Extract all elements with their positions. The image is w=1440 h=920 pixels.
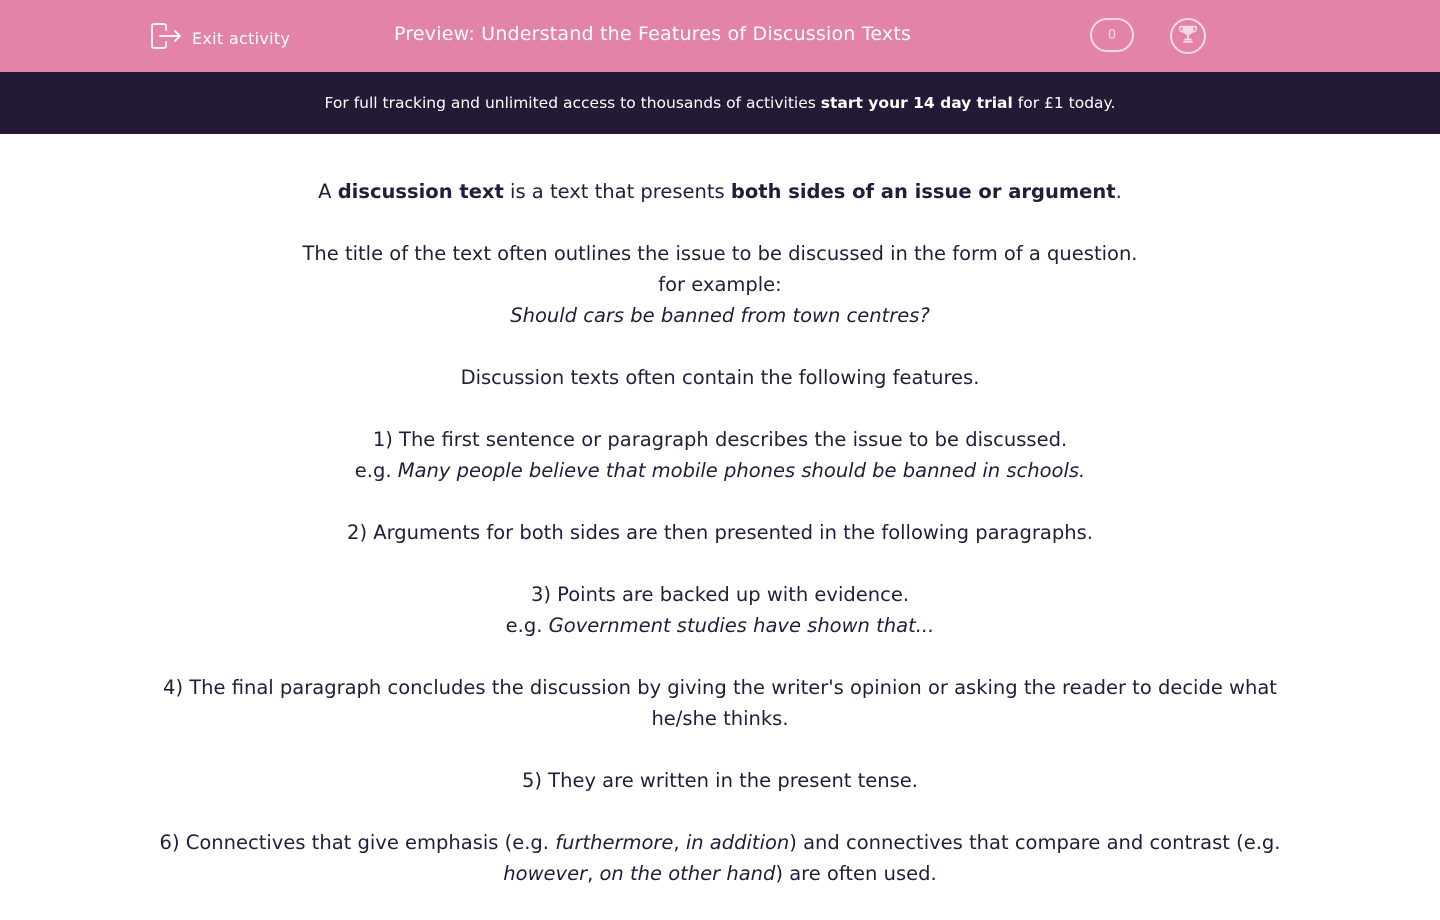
text-segment: A <box>318 180 338 203</box>
text-segment: 6) Connectives that give emphasis (e.g. <box>159 831 556 854</box>
text-segment: discussion text <box>337 180 504 203</box>
content-paragraph <box>150 827 1290 889</box>
text-segment: is a text that presents <box>503 180 731 203</box>
text-segment: The title of the text often outlines the issue to be discussed in the form of a question. <box>302 242 1138 265</box>
content-paragraph <box>150 765 1290 796</box>
text-segment: e.g. <box>354 459 398 482</box>
text-segment: . <box>1115 180 1122 203</box>
text-segment: for example: <box>658 273 782 296</box>
text-segment: 3) Points are backed up with evidence. <box>530 583 910 606</box>
content-paragraph <box>150 424 1290 486</box>
text-segment: , <box>587 862 600 885</box>
page-title: Preview: Understand the Features of Discussion Texts <box>394 23 912 45</box>
content-paragraph <box>150 517 1290 548</box>
text-segment: Discussion texts often contain the following features. <box>460 366 980 389</box>
banner-text-end: for £1 today. <box>1012 94 1116 112</box>
text-segment: in addition <box>685 831 790 854</box>
exit-label: Exit activity <box>192 28 291 48</box>
activity-content <box>150 0 1290 920</box>
text-segment: ) and connectives that compare and contrast (e.g. <box>789 831 1281 854</box>
banner-text-start: For full tracking and unlimited access to thousands of activities <box>324 94 821 112</box>
text-segment: ) are often used. <box>775 862 937 885</box>
text-segment: 2) Arguments for both sides are then presented in the following paragraphs. <box>347 521 1093 544</box>
text-segment: e.g. <box>505 614 549 637</box>
text-segment: however <box>503 862 588 885</box>
text-segment: , <box>673 831 686 854</box>
content-paragraph <box>150 238 1290 331</box>
content-paragraph <box>150 176 1290 207</box>
trial-link[interactable]: start your 14 day trial <box>820 94 1013 112</box>
text-segment: Should cars be banned from town centres? <box>510 304 930 327</box>
text-segment: both sides of an issue or argument <box>730 180 1116 203</box>
text-segment: 1) The first sentence or paragraph describes the issue to be discussed. <box>372 428 1068 451</box>
text-segment: furthermore <box>555 831 674 854</box>
text-segment: Government studies have shown that... <box>548 614 935 637</box>
content-paragraph <box>150 362 1290 393</box>
content-paragraph <box>150 579 1290 641</box>
content-paragraph <box>150 672 1290 734</box>
text-segment: 4) The final paragraph concludes the discussion by giving the writer's opinion or asking the reader to decide what he/she thinks. <box>163 676 1277 730</box>
score-badge: 0 <box>1090 18 1134 52</box>
text-segment: Many people believe that mobile phones should be banned in schools. <box>397 459 1086 482</box>
text-segment: 5) They are written in the present tense. <box>521 769 919 792</box>
text-segment: on the other hand <box>599 862 776 885</box>
